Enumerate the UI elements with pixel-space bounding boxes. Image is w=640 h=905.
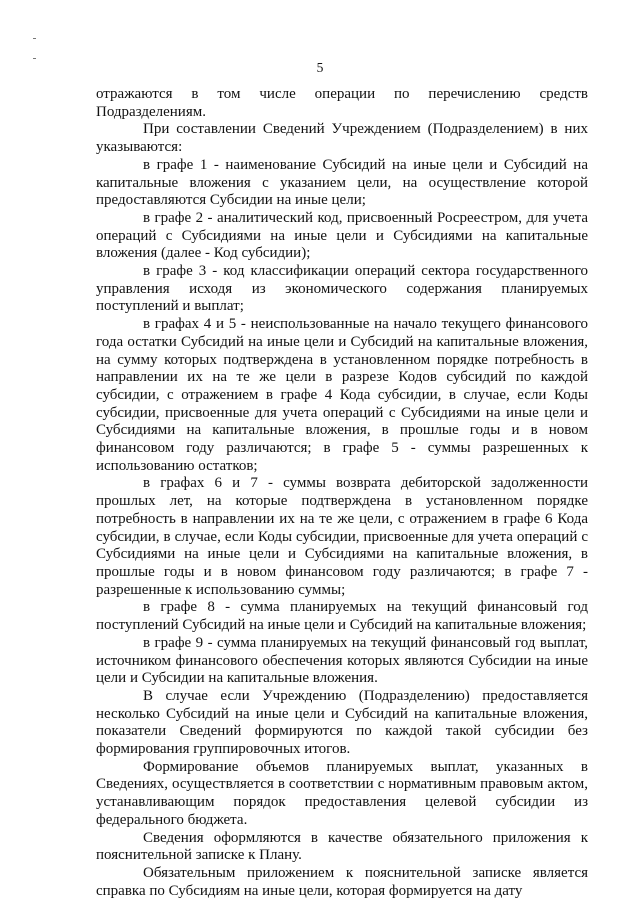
scan-mark xyxy=(33,58,36,59)
paragraph-multiple-subsidies: В случае если Учреждению (Подразделению) предоставляется несколько Субсидий на иные цели и Субсидий на капитальные вложения, показатели Сведений формируются по каждой такой субсидии без формирования группировочных итогов. xyxy=(96,687,588,758)
paragraph-intro: При составлении Сведений Учреждением (Подразделением) в них указываются: xyxy=(96,121,588,156)
document-body xyxy=(96,86,588,900)
paragraph-continuation: отражаются в том числе операции по перечислению средств Подразделениям. xyxy=(96,86,588,120)
paragraph-column-3: в графе 3 - код классификации операций сектора государственного управления исходя из экономического содержания планируемых поступлений и выплат; xyxy=(96,263,588,315)
paragraph-columns-4-5: в графах 4 и 5 - неиспользованные на начало текущего финансового года остатки Субсидий на иные цели и Субсидий на капитальные вложения, на сумму которых подтверждена в установленном порядке потребность в направлении их на те же цели в разрезе Кодов субсидий по каждой субсидии, с отражением в графе 4 Кода субсидии, в случае, если Коды субсидии, присвоенные для учета операций с Субсидиями на иные цели и Субсидиями на капитальные вложения, в прошлые годы и в новом финансовом году различаются; в графе 5 - суммы разрешенных к использованию остатков; xyxy=(96,316,588,474)
paragraph-column-1: в графе 1 - наименование Субсидий на иные цели и Субсидий на капитальные вложения с указанием цели, на осуществление которой предоставляются Субсидии на иные цели; xyxy=(96,156,588,209)
paragraph-column-8: в графе 8 - сумма планируемых на текущий финансовый год поступлений Субсидий на иные цели и Субсидий на капитальные вложения; xyxy=(96,599,588,634)
paragraph-column-9: в графе 9 - сумма планируемых на текущий финансовый год выплат, источником финансового обеспечения которых являются Субсидии на иные цели и Субсидии на капитальные вложения. xyxy=(96,634,588,687)
scan-mark xyxy=(33,38,36,39)
paragraph-planned-payments: Формирование объемов планируемых выплат, указанных в Сведениях, осуществляется в соответствии с нормативным правовым актом, устанавливающим порядок предоставления целевой субсидии из федерального бюджета. xyxy=(96,758,588,828)
page-number: 5 xyxy=(316,60,324,75)
paragraph-columns-6-7: в графах 6 и 7 - суммы возврата дебиторской задолженности прошлых лет, на которые подтверждена в установленном порядке потребность в направлении их на те же цели, с отражением в графе 6 Кода субсидии, в случае, если Коды субсидии, присвоенные для учета операций с Субсидиями на иные цели и Субсидиями на капитальные вложения, в прошлые годы и в новом финансовом году различаются; в графе 7 - разрешенные к использованию суммы; xyxy=(96,475,588,598)
paragraph-attachment: Сведения оформляются в качестве обязательного приложения к пояснительной записке к Плану. xyxy=(96,829,588,864)
paragraph-mandatory-annex: Обязательным приложением к пояснительной записке является справка по Субсидиям на иные цели, которая формируется на дату xyxy=(96,864,588,899)
paragraph-column-2: в графе 2 - аналитический код, присвоенный Росреестром, для учета операций с Субсидиями на иные цели и Субсидиями на капитальные вложения (далее - Код субсидии); xyxy=(96,209,588,262)
